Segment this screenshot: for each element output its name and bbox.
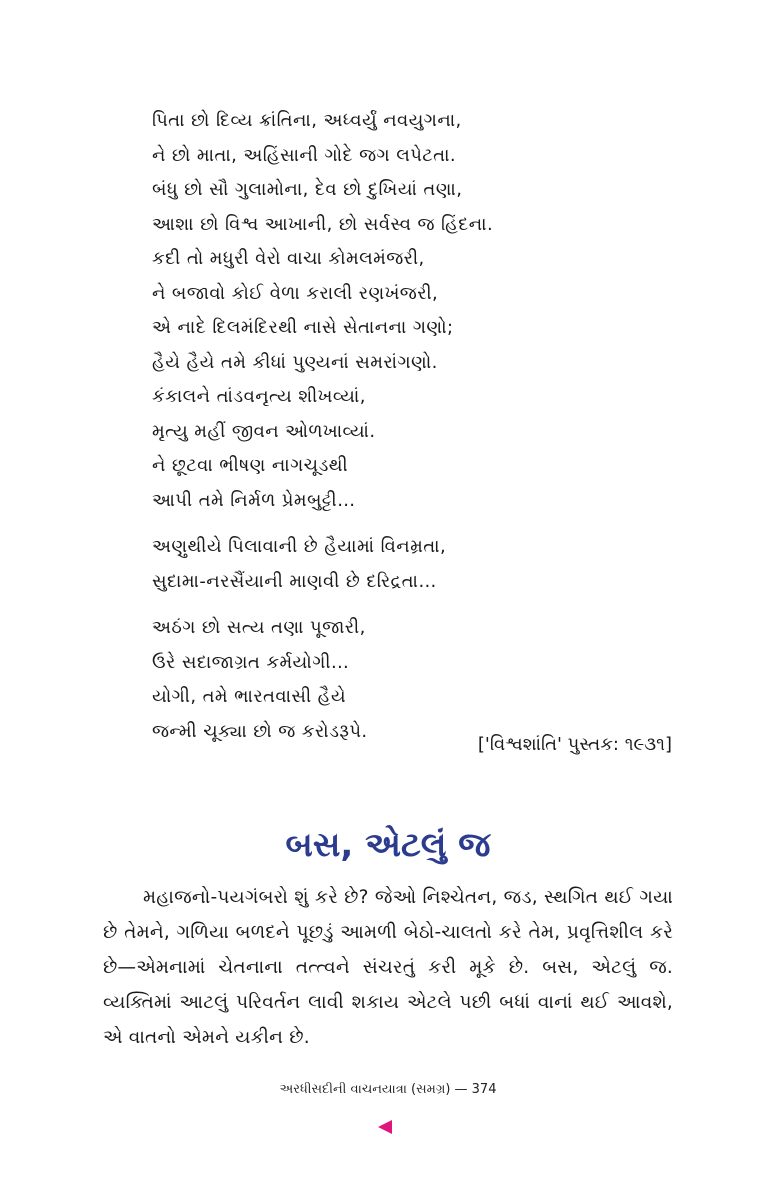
poem-line: પિતા છો દિવ્ય ક્રાંતિના, અધ્વર્યું નવયુગના, <box>152 110 462 131</box>
poem-line: અણુથીયે પિલાવાની છે હૈયામાં વિનમ્રતા, <box>152 536 447 557</box>
poem-stanza-1 <box>152 104 672 518</box>
poem-line: ને બજાવો કોઈ વેળા કરાલી રણખંજરી, <box>152 282 439 304</box>
poem <box>152 104 672 761</box>
body-paragraph: મહાજનો-પયગંબરો શું કરે છે? જેઓ નિશ્ચેતન, જડ, સ્થગિત થઈ ગયા છે તેમને, ગળિયા બળદને પૂછડું આમળી બેઠો-ચાલતો કરે તેમ, પ્રવૃત્તિશીલ કરે છે—એમનામાં ચેતનાના તત્ત્વને સંચરતું કરી મૂકે છે. બસ, એટલું જ. વ્યક્તિમાં આટલું પરિવર્તન લાવી શકાય એટલે પછી બધાં વાનાં થઈ આવશે, એ વાતનો એમને યકીન છે. <box>103 887 673 1048</box>
poem-stanza-2 <box>152 530 672 599</box>
poem-citation: ['વિશ્વશાંતિ' પુસ્તક: ૧૯૩૧] <box>477 734 672 755</box>
poem-line: ઉરે સદાજાગ્રત કર્મયોગી… <box>152 651 350 673</box>
poem-line: એ નાદે દિલમંદિરથી નાસે સેતાનના ગણો; <box>152 317 454 338</box>
poem-line: ને છૂટવા ભીષણ નાગચૂડથી <box>152 455 349 476</box>
poem-line: કદી તો મધુરી વેરો વાચા કોમલમંજરી, <box>152 248 425 269</box>
poem-line: અઠંગ છો સત્ય તણા પૂજારી, <box>152 617 366 638</box>
poem-line: મૃત્યુ મહીં જીવન ઓળખાવ્યાં. <box>152 420 376 442</box>
poem-line: યોગી, તમે ભારતવાસી હૈયે <box>152 686 346 707</box>
poem-line: આશા છો વિશ્વ આખાની, છો સર્વસ્વ જ હિંદના. <box>152 213 494 235</box>
poem-line: ને છો માતા, અહિંસાની ગોદે જગ લપેટતા. <box>152 144 457 166</box>
poem-line: આપી તમે નિર્મળ પ્રેમબુટ્ટી… <box>152 489 356 511</box>
poem-line: હૈયે હૈયે તમે કીધાં પુણ્યનાં સમરાંગણો. <box>152 351 438 373</box>
poem-line: સુદામા-નરસૈંયાની માણવી છે દરિદ્રતા… <box>152 570 437 592</box>
previous-page-arrow-icon[interactable] <box>378 1120 392 1134</box>
poem-line: કંકાલને તાંડવનૃત્ય શીખવ્યાં, <box>152 386 366 407</box>
page-footer: અરધીસદીની વાચનયાત્રા (સમગ્ર) — 374 <box>279 1082 497 1097</box>
section-heading: બસ, એટલું જ <box>285 825 491 865</box>
poem-line: જન્મી ચૂક્યા છો જ કરોડરૂપે. <box>152 720 368 742</box>
poem-line: બંધુ છો સૌ ગુલામોના, દેવ છો દુખિયાં તણા, <box>152 179 463 200</box>
